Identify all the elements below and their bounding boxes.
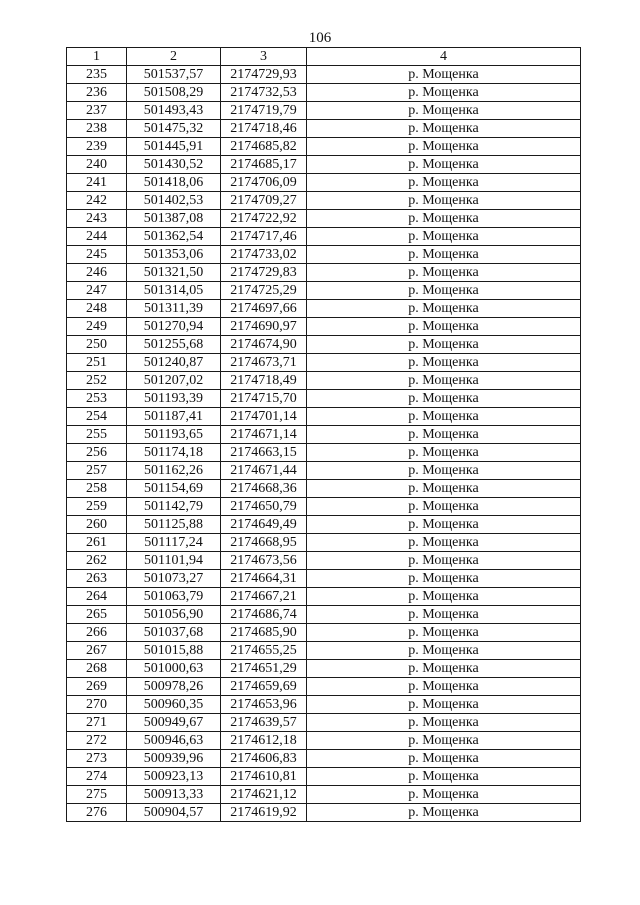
table-row [67, 732, 581, 750]
column-header-3: 3 [221, 48, 307, 66]
y-coordinate-cell: 2174717,46 [221, 228, 307, 246]
table-row [67, 336, 581, 354]
y-coordinate-cell: 2174655,25 [221, 642, 307, 660]
x-coordinate-cell: 500913,33 [127, 786, 221, 804]
x-coordinate-cell: 501418,06 [127, 174, 221, 192]
point-number-cell: 238 [67, 120, 127, 138]
point-number-cell: 269 [67, 678, 127, 696]
table-row [67, 192, 581, 210]
table-row [67, 606, 581, 624]
y-coordinate-cell: 2174653,96 [221, 696, 307, 714]
x-coordinate-cell: 501207,02 [127, 372, 221, 390]
y-coordinate-cell: 2174725,29 [221, 282, 307, 300]
y-coordinate-cell: 2174729,93 [221, 66, 307, 84]
y-coordinate-cell: 2174606,83 [221, 750, 307, 768]
point-number-cell: 273 [67, 750, 127, 768]
description-cell: р. Мощенка [307, 246, 581, 264]
point-number-cell: 254 [67, 408, 127, 426]
x-coordinate-cell: 501125,88 [127, 516, 221, 534]
x-coordinate-cell: 501063,79 [127, 588, 221, 606]
y-coordinate-cell: 2174671,14 [221, 426, 307, 444]
table-row [67, 804, 581, 822]
description-cell: р. Мощенка [307, 750, 581, 768]
table-row [67, 588, 581, 606]
table-row [67, 714, 581, 732]
y-coordinate-cell: 2174729,83 [221, 264, 307, 282]
x-coordinate-cell: 501314,05 [127, 282, 221, 300]
table-row [67, 246, 581, 264]
point-number-cell: 263 [67, 570, 127, 588]
point-number-cell: 239 [67, 138, 127, 156]
table-row [67, 120, 581, 138]
x-coordinate-cell: 501193,39 [127, 390, 221, 408]
x-coordinate-cell: 500939,96 [127, 750, 221, 768]
point-number-cell: 237 [67, 102, 127, 120]
y-coordinate-cell: 2174701,14 [221, 408, 307, 426]
y-coordinate-cell: 2174709,27 [221, 192, 307, 210]
y-coordinate-cell: 2174718,46 [221, 120, 307, 138]
table-header-row [67, 48, 581, 66]
description-cell: р. Мощенка [307, 426, 581, 444]
x-coordinate-cell: 501117,24 [127, 534, 221, 552]
table-row [67, 426, 581, 444]
description-cell: р. Мощенка [307, 264, 581, 282]
point-number-cell: 246 [67, 264, 127, 282]
description-cell: р. Мощенка [307, 552, 581, 570]
point-number-cell: 257 [67, 462, 127, 480]
x-coordinate-cell: 501255,68 [127, 336, 221, 354]
y-coordinate-cell: 2174690,97 [221, 318, 307, 336]
table-row [67, 390, 581, 408]
point-number-cell: 260 [67, 516, 127, 534]
x-coordinate-cell: 501537,57 [127, 66, 221, 84]
table-row [67, 156, 581, 174]
point-number-cell: 261 [67, 534, 127, 552]
x-coordinate-cell: 501101,94 [127, 552, 221, 570]
point-number-cell: 235 [67, 66, 127, 84]
table-row [67, 552, 581, 570]
description-cell: р. Мощенка [307, 804, 581, 822]
point-number-cell: 275 [67, 786, 127, 804]
table-row [67, 678, 581, 696]
table-body [67, 66, 581, 822]
x-coordinate-cell: 501493,43 [127, 102, 221, 120]
table-row [67, 624, 581, 642]
y-coordinate-cell: 2174718,49 [221, 372, 307, 390]
table-row [67, 444, 581, 462]
description-cell: р. Мощенка [307, 768, 581, 786]
table-row [67, 210, 581, 228]
y-coordinate-cell: 2174621,12 [221, 786, 307, 804]
column-header-2: 2 [127, 48, 221, 66]
x-coordinate-cell: 501475,32 [127, 120, 221, 138]
description-cell: р. Мощенка [307, 228, 581, 246]
table-row [67, 282, 581, 300]
table-row [67, 534, 581, 552]
x-coordinate-cell: 501056,90 [127, 606, 221, 624]
description-cell: р. Мощенка [307, 192, 581, 210]
x-coordinate-cell: 501387,08 [127, 210, 221, 228]
point-number-cell: 266 [67, 624, 127, 642]
point-number-cell: 255 [67, 426, 127, 444]
point-number-cell: 250 [67, 336, 127, 354]
point-number-cell: 268 [67, 660, 127, 678]
table-row [67, 174, 581, 192]
table-row [67, 264, 581, 282]
point-number-cell: 274 [67, 768, 127, 786]
x-coordinate-cell: 501154,69 [127, 480, 221, 498]
y-coordinate-cell: 2174664,31 [221, 570, 307, 588]
description-cell: р. Мощенка [307, 372, 581, 390]
y-coordinate-cell: 2174668,36 [221, 480, 307, 498]
description-cell: р. Мощенка [307, 606, 581, 624]
point-number-cell: 244 [67, 228, 127, 246]
description-cell: р. Мощенка [307, 786, 581, 804]
table-row [67, 66, 581, 84]
description-cell: р. Мощенка [307, 696, 581, 714]
point-number-cell: 256 [67, 444, 127, 462]
description-cell: р. Мощенка [307, 462, 581, 480]
description-cell: р. Мощенка [307, 570, 581, 588]
description-cell: р. Мощенка [307, 66, 581, 84]
table-row [67, 768, 581, 786]
y-coordinate-cell: 2174722,92 [221, 210, 307, 228]
description-cell: р. Мощенка [307, 120, 581, 138]
x-coordinate-cell: 501000,63 [127, 660, 221, 678]
point-number-cell: 262 [67, 552, 127, 570]
description-cell: р. Мощенка [307, 714, 581, 732]
table-row [67, 498, 581, 516]
table-row [67, 786, 581, 804]
table-row [67, 300, 581, 318]
y-coordinate-cell: 2174732,53 [221, 84, 307, 102]
table-row [67, 354, 581, 372]
description-cell: р. Мощенка [307, 498, 581, 516]
table-row [67, 516, 581, 534]
y-coordinate-cell: 2174610,81 [221, 768, 307, 786]
x-coordinate-cell: 501321,50 [127, 264, 221, 282]
x-coordinate-cell: 501193,65 [127, 426, 221, 444]
point-number-cell: 240 [67, 156, 127, 174]
description-cell: р. Мощенка [307, 102, 581, 120]
point-number-cell: 252 [67, 372, 127, 390]
x-coordinate-cell: 501162,26 [127, 462, 221, 480]
y-coordinate-cell: 2174649,49 [221, 516, 307, 534]
description-cell: р. Мощенка [307, 336, 581, 354]
description-cell: р. Мощенка [307, 84, 581, 102]
description-cell: р. Мощенка [307, 516, 581, 534]
description-cell: р. Мощенка [307, 534, 581, 552]
y-coordinate-cell: 2174650,79 [221, 498, 307, 516]
y-coordinate-cell: 2174612,18 [221, 732, 307, 750]
y-coordinate-cell: 2174668,95 [221, 534, 307, 552]
x-coordinate-cell: 501353,06 [127, 246, 221, 264]
y-coordinate-cell: 2174639,57 [221, 714, 307, 732]
x-coordinate-cell: 501142,79 [127, 498, 221, 516]
description-cell: р. Мощенка [307, 480, 581, 498]
x-coordinate-cell: 501362,54 [127, 228, 221, 246]
x-coordinate-cell: 501430,52 [127, 156, 221, 174]
point-number-cell: 253 [67, 390, 127, 408]
y-coordinate-cell: 2174685,17 [221, 156, 307, 174]
table-row [67, 408, 581, 426]
description-cell: р. Мощенка [307, 210, 581, 228]
y-coordinate-cell: 2174706,09 [221, 174, 307, 192]
y-coordinate-cell: 2174673,71 [221, 354, 307, 372]
table-row [67, 462, 581, 480]
point-number-cell: 245 [67, 246, 127, 264]
y-coordinate-cell: 2174659,69 [221, 678, 307, 696]
y-coordinate-cell: 2174733,02 [221, 246, 307, 264]
y-coordinate-cell: 2174715,70 [221, 390, 307, 408]
description-cell: р. Мощенка [307, 588, 581, 606]
description-cell: р. Мощенка [307, 138, 581, 156]
y-coordinate-cell: 2174685,82 [221, 138, 307, 156]
x-coordinate-cell: 500949,67 [127, 714, 221, 732]
y-coordinate-cell: 2174671,44 [221, 462, 307, 480]
description-cell: р. Мощенка [307, 174, 581, 192]
column-header-4: 4 [307, 48, 581, 66]
x-coordinate-cell: 501174,18 [127, 444, 221, 462]
description-cell: р. Мощенка [307, 732, 581, 750]
table-row [67, 696, 581, 714]
x-coordinate-cell: 500978,26 [127, 678, 221, 696]
point-number-cell: 272 [67, 732, 127, 750]
table-row [67, 750, 581, 768]
table-row [67, 84, 581, 102]
table-row [67, 102, 581, 120]
point-number-cell: 276 [67, 804, 127, 822]
y-coordinate-cell: 2174719,79 [221, 102, 307, 120]
point-number-cell: 248 [67, 300, 127, 318]
point-number-cell: 265 [67, 606, 127, 624]
x-coordinate-cell: 501311,39 [127, 300, 221, 318]
description-cell: р. Мощенка [307, 642, 581, 660]
description-cell: р. Мощенка [307, 318, 581, 336]
description-cell: р. Мощенка [307, 444, 581, 462]
table-row [67, 318, 581, 336]
description-cell: р. Мощенка [307, 300, 581, 318]
x-coordinate-cell: 500946,63 [127, 732, 221, 750]
table-row [67, 138, 581, 156]
x-coordinate-cell: 501015,88 [127, 642, 221, 660]
table-row [67, 570, 581, 588]
point-number-cell: 259 [67, 498, 127, 516]
description-cell: р. Мощенка [307, 678, 581, 696]
table-row [67, 642, 581, 660]
coordinates-table [66, 47, 581, 822]
point-number-cell: 258 [67, 480, 127, 498]
page-number: 106 [308, 30, 332, 46]
x-coordinate-cell: 501508,29 [127, 84, 221, 102]
description-cell: р. Мощенка [307, 390, 581, 408]
x-coordinate-cell: 500960,35 [127, 696, 221, 714]
description-cell: р. Мощенка [307, 354, 581, 372]
y-coordinate-cell: 2174697,66 [221, 300, 307, 318]
description-cell: р. Мощенка [307, 408, 581, 426]
y-coordinate-cell: 2174651,29 [221, 660, 307, 678]
x-coordinate-cell: 501240,87 [127, 354, 221, 372]
x-coordinate-cell: 501402,53 [127, 192, 221, 210]
x-coordinate-cell: 500923,13 [127, 768, 221, 786]
x-coordinate-cell: 500904,57 [127, 804, 221, 822]
point-number-cell: 264 [67, 588, 127, 606]
point-number-cell: 242 [67, 192, 127, 210]
y-coordinate-cell: 2174685,90 [221, 624, 307, 642]
column-header-1: 1 [67, 48, 127, 66]
x-coordinate-cell: 501187,41 [127, 408, 221, 426]
x-coordinate-cell: 501270,94 [127, 318, 221, 336]
description-cell: р. Мощенка [307, 156, 581, 174]
y-coordinate-cell: 2174619,92 [221, 804, 307, 822]
table-row [67, 480, 581, 498]
table-row [67, 660, 581, 678]
y-coordinate-cell: 2174673,56 [221, 552, 307, 570]
point-number-cell: 251 [67, 354, 127, 372]
point-number-cell: 241 [67, 174, 127, 192]
point-number-cell: 243 [67, 210, 127, 228]
y-coordinate-cell: 2174686,74 [221, 606, 307, 624]
y-coordinate-cell: 2174667,21 [221, 588, 307, 606]
table-row [67, 228, 581, 246]
point-number-cell: 267 [67, 642, 127, 660]
point-number-cell: 249 [67, 318, 127, 336]
point-number-cell: 271 [67, 714, 127, 732]
x-coordinate-cell: 501073,27 [127, 570, 221, 588]
description-cell: р. Мощенка [307, 660, 581, 678]
x-coordinate-cell: 501445,91 [127, 138, 221, 156]
y-coordinate-cell: 2174663,15 [221, 444, 307, 462]
description-cell: р. Мощенка [307, 282, 581, 300]
description-cell: р. Мощенка [307, 624, 581, 642]
x-coordinate-cell: 501037,68 [127, 624, 221, 642]
point-number-cell: 247 [67, 282, 127, 300]
point-number-cell: 236 [67, 84, 127, 102]
y-coordinate-cell: 2174674,90 [221, 336, 307, 354]
point-number-cell: 270 [67, 696, 127, 714]
table-row [67, 372, 581, 390]
